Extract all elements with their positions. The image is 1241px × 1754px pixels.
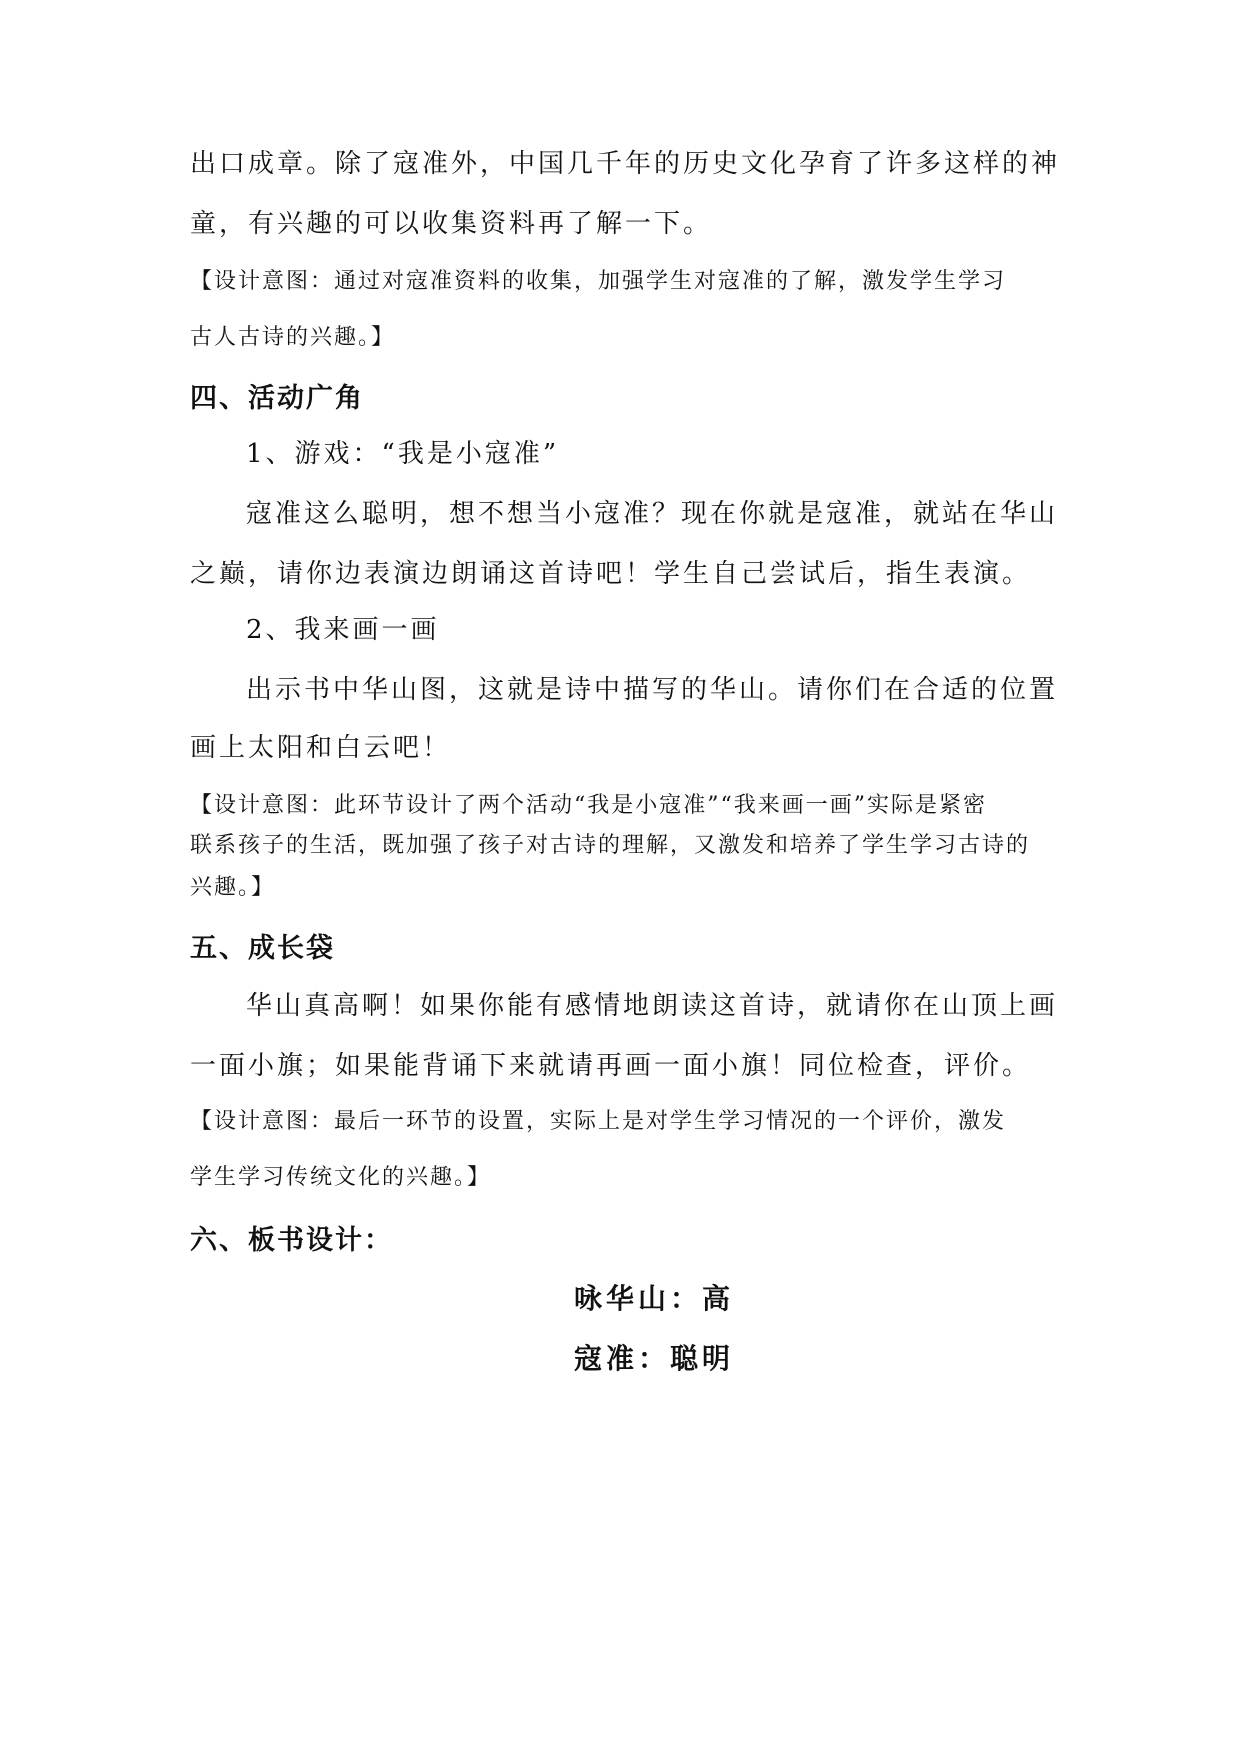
section-5-line-2: 一面小旗；如果能背诵下来就请再画一面小旗！同位检查，评价。 bbox=[190, 1051, 1032, 1081]
activity-1-title: 1、游戏：“我是小寇准” bbox=[246, 439, 560, 469]
design-note-2-line-3: 兴趣。】 bbox=[190, 875, 276, 900]
section-5-heading: 五、成长袋 bbox=[190, 933, 335, 964]
section-5-line-1: 华山真高啊！如果你能有感情地朗读这首诗，就请你在山顶上画 bbox=[246, 991, 1059, 1021]
design-note-3-line-2: 学生学习传统文化的兴趣。】 bbox=[190, 1165, 492, 1190]
section-6-heading: 六、板书设计： bbox=[190, 1225, 393, 1256]
intro-line-1: 出口成章。除了寇准外，中国几千年的历史文化孕育了许多这样的神 bbox=[190, 149, 1061, 179]
activity-2-line-2: 画上太阳和白云吧！ bbox=[190, 733, 452, 763]
activity-1-line-2: 之巅，请你边表演边朗诵这首诗吧！学生自己尝试后，指生表演。 bbox=[190, 559, 1032, 589]
activity-2-title: 2、我来画一画 bbox=[246, 615, 440, 645]
board-design-line-2: 寇准：聪明 bbox=[574, 1342, 735, 1375]
activity-1-line-1: 寇准这么聪明，想不想当小寇准？现在你就是寇准，就站在华山 bbox=[246, 499, 1059, 529]
design-note-3-line-1: 【设计意图：最后一环节的设置，实际上是对学生学习情况的一个评价，激发 bbox=[190, 1109, 1007, 1134]
design-note-1-line-2: 古人古诗的兴趣。】 bbox=[190, 325, 396, 350]
design-note-2-line-1: 【设计意图：此环节设计了两个活动“我是小寇准”“我来画一画”实际是紧密 bbox=[190, 793, 987, 818]
section-4-heading: 四、活动广角 bbox=[190, 383, 364, 414]
board-design-line-1: 咏华山：高 bbox=[574, 1282, 735, 1315]
design-note-2-line-2: 联系孩子的生活，既加强了孩子对古诗的理解，又激发和培养了学生学习古诗的 bbox=[190, 833, 1031, 858]
intro-line-2: 童，有兴趣的可以收集资料再了解一下。 bbox=[190, 209, 713, 239]
design-note-1-line-1: 【设计意图：通过对寇准资料的收集，加强学生对寇准的了解，激发学生学习 bbox=[190, 269, 1007, 294]
activity-2-line-1: 出示书中华山图，这就是诗中描写的华山。请你们在合适的位置 bbox=[246, 675, 1059, 705]
